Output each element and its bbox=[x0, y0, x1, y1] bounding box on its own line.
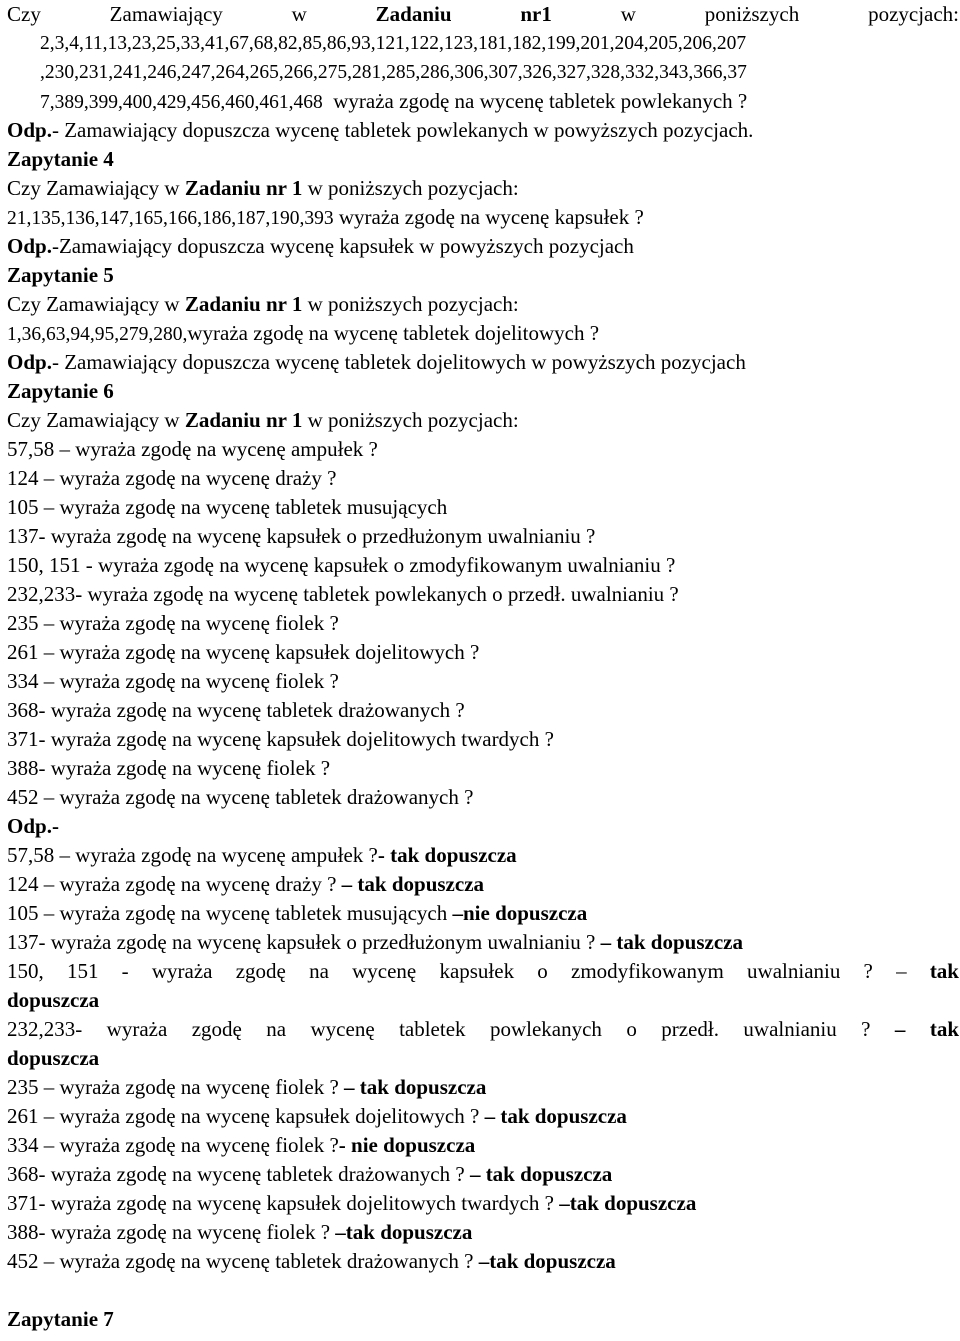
q5-positions bbox=[7, 319, 959, 348]
positions: 1,36,63,94,95,279,280, bbox=[7, 324, 188, 345]
intro-text: Czy Zamawiający w bbox=[7, 292, 185, 316]
q7-title: Zapytanie 7 bbox=[7, 1307, 114, 1331]
intro-text: w poniższych pozycjach: bbox=[302, 292, 519, 316]
q3-word: poniższych bbox=[704, 2, 800, 26]
q6-answer-row bbox=[7, 899, 959, 928]
q6-answer-row bbox=[7, 870, 959, 899]
answer-question: 124 – wyraża zgodę na wycenę draży ? bbox=[7, 872, 342, 896]
q4-title: Zapytanie 4 bbox=[7, 147, 114, 171]
q6-answer-row bbox=[7, 1218, 959, 1247]
q4-intro bbox=[7, 174, 959, 203]
q5-title: Zapytanie 5 bbox=[7, 263, 114, 287]
q6-answer-row bbox=[7, 1073, 959, 1102]
answer-question: 105 – wyraża zgodę na wycenę tabletek musujących bbox=[7, 901, 453, 925]
q4-positions bbox=[7, 203, 959, 232]
answer-verdict: – tak dopuszcza bbox=[484, 1104, 627, 1128]
q6-answer-row bbox=[7, 1160, 959, 1189]
answer-question: 452 – wyraża zgodę na wycenę tabletek drażowanych ? bbox=[7, 1249, 479, 1273]
q3-positions-tail: 7,389,399,400,429,456,460,461,468 bbox=[40, 92, 323, 113]
q6-item: 137- wyraża zgodę na wycenę kapsułek o przedłużonym uwalnianiu ? bbox=[7, 524, 596, 548]
q6-item: 235 – wyraża zgodę na wycenę fiolek ? bbox=[7, 611, 339, 635]
q3-positions-line-3 bbox=[7, 87, 959, 116]
answer-question: 150, 151 - wyraża zgodę na wycenę kapsułek o zmodyfikowanym uwalnianiu ? – bbox=[7, 959, 907, 983]
q6-item: 105 – wyraża zgodę na wycenę tabletek musujących bbox=[7, 495, 448, 519]
q6-item: 452 – wyraża zgodę na wycenę tabletek drażowanych ? bbox=[7, 785, 474, 809]
q6-item: 124 – wyraża zgodę na wycenę draży ? bbox=[7, 466, 337, 490]
q6-item: 371- wyraża zgodę na wycenę kapsułek dojelitowych twardych ? bbox=[7, 727, 554, 751]
answer-question: 137- wyraża zgodę na wycenę kapsułek o przedłużonym uwalnianiu ? bbox=[7, 930, 601, 954]
q6-answer-row bbox=[7, 928, 959, 957]
answer-label: Odp. bbox=[7, 350, 52, 374]
answer-verdict: – tak bbox=[894, 1017, 959, 1041]
intro-text: Czy Zamawiający w bbox=[7, 408, 185, 432]
answer-question: 235 – wyraża zgodę na wycenę fiolek ? bbox=[7, 1075, 345, 1099]
answer-verdict: tak bbox=[929, 959, 959, 983]
q6-answer-continuation: dopuszcza bbox=[7, 1046, 100, 1070]
question-text: wyraża zgodę na wycenę tabletek dojelitowych ? bbox=[187, 321, 600, 345]
task-ref: Zadaniu nr 1 bbox=[184, 176, 303, 200]
answer-label: Odp. bbox=[7, 118, 52, 142]
answer-verdict: –tak dopuszcza bbox=[559, 1191, 697, 1215]
q6-title: Zapytanie 6 bbox=[7, 379, 114, 403]
answer-question: 57,58 – wyraża zgodę na wycenę ampułek ? bbox=[7, 843, 378, 867]
answer-verdict: - nie dopuszcza bbox=[338, 1133, 476, 1157]
q6-answer-row bbox=[7, 1189, 959, 1218]
q6-answer-row bbox=[7, 1247, 959, 1276]
intro-text: w poniższych pozycjach: bbox=[302, 408, 519, 432]
q5-intro bbox=[7, 290, 959, 319]
q6-answer-row bbox=[7, 1102, 959, 1131]
q6-answer-row bbox=[7, 841, 959, 870]
answer-label: Odp. bbox=[7, 234, 52, 258]
answer-verdict: – tak dopuszcza bbox=[344, 1075, 487, 1099]
q4-answer bbox=[7, 232, 959, 261]
q6-item: 334 – wyraża zgodę na wycenę fiolek ? bbox=[7, 669, 339, 693]
intro-text: w poniższych pozycjach: bbox=[302, 176, 519, 200]
q6-answer-label: Odp.- bbox=[7, 814, 59, 838]
q6-answer-row-justified bbox=[7, 957, 959, 986]
answer-verdict: – tak dopuszcza bbox=[469, 1162, 613, 1186]
answer-text: -Zamawiający dopuszcza wycenę kapsułek w powyższych pozycjach bbox=[51, 234, 634, 258]
q6-answer-row bbox=[7, 1131, 959, 1160]
q6-item: 150, 151 - wyraża zgodę na wycenę kapsułek o zmodyfikowanym uwalnianiu ? bbox=[7, 553, 676, 577]
q6-item: 368- wyraża zgodę na wycenę tabletek drażowanych ? bbox=[7, 698, 465, 722]
q3-question-text: wyraża zgodę na wycenę tabletek powlekanych ? bbox=[333, 89, 748, 113]
q6-intro bbox=[7, 406, 959, 435]
q3-answer bbox=[7, 116, 959, 145]
answer-text: - Zamawiający dopuszcza wycenę tabletek dojelitowych w powyższych pozycjach bbox=[51, 350, 746, 374]
answer-verdict: – tak dopuszcza bbox=[341, 872, 485, 896]
answer-verdict: –tak dopuszcza bbox=[335, 1220, 473, 1244]
q6-item: 57,58 – wyraża zgodę na wycenę ampułek ? bbox=[7, 437, 378, 461]
answer-verdict: – tak dopuszcza bbox=[600, 930, 743, 954]
q6-item: 232,233- wyraża zgodę na wycenę tabletek powlekanych o przedł. uwalnianiu ? bbox=[7, 582, 679, 606]
q3-task-word: Zadaniu bbox=[375, 2, 452, 26]
q6-answer-row-justified bbox=[7, 1015, 959, 1044]
answer-question: 261 – wyraża zgodę na wycenę kapsułek dojelitowych ? bbox=[7, 1104, 485, 1128]
intro-text: Czy Zamawiający w bbox=[7, 176, 185, 200]
answer-verdict: –tak dopuszcza bbox=[478, 1249, 616, 1273]
q3-positions-line-1: 2,3,4,11,13,23,25,33,41,67,68,82,85,86,93,121,122,123,181,182,199,201,204,205,206,207 bbox=[40, 33, 747, 54]
answer-verdict: - tak dopuszcza bbox=[377, 843, 517, 867]
answer-question: 371- wyraża zgodę na wycenę kapsułek dojelitowych twardych ? bbox=[7, 1191, 560, 1215]
answer-question: 388- wyraża zgodę na wycenę fiolek ? bbox=[7, 1220, 336, 1244]
q3-word: pozycjach: bbox=[868, 2, 959, 26]
question-text: wyraża zgodę na wycenę kapsułek ? bbox=[333, 205, 644, 229]
answer-text: - Zamawiający dopuszcza wycenę tabletek powlekanych w powyższych pozycjach. bbox=[51, 118, 754, 142]
q3-word: Zamawiający bbox=[109, 2, 223, 26]
blank-line bbox=[7, 1276, 959, 1305]
answer-question: 368- wyraża zgodę na wycenę tabletek drażowanych ? bbox=[7, 1162, 470, 1186]
q3-word: w bbox=[291, 2, 307, 26]
answer-question: 232,233- wyraża zgodę na wycenę tabletek powlekanych o przedł. uwalnianiu ? bbox=[7, 1017, 871, 1041]
q6-item: 388- wyraża zgodę na wycenę fiolek ? bbox=[7, 756, 331, 780]
positions: 21,135,136,147,165,166,186,187,190,393 bbox=[7, 208, 334, 229]
task-ref: Zadaniu nr 1 bbox=[184, 292, 303, 316]
q6-item: 261 – wyraża zgodę na wycenę kapsułek dojelitowych ? bbox=[7, 640, 480, 664]
answer-question: 334 – wyraża zgodę na wycenę fiolek ? bbox=[7, 1133, 339, 1157]
answer-verdict: –nie dopuszcza bbox=[452, 901, 588, 925]
q3-intro-line bbox=[7, 0, 959, 29]
q3-word: w bbox=[620, 2, 636, 26]
q6-answer-continuation: dopuszcza bbox=[7, 988, 100, 1012]
q3-positions-line-2: ,230,231,241,246,247,264,265,266,275,281,285,286,306,307,326,327,328,332,343,366,37 bbox=[40, 62, 747, 83]
task-ref: Zadaniu nr 1 bbox=[184, 408, 303, 432]
q5-answer bbox=[7, 348, 959, 377]
q3-word: Czy bbox=[7, 2, 41, 26]
q3-task-number: nr1 bbox=[520, 2, 552, 26]
